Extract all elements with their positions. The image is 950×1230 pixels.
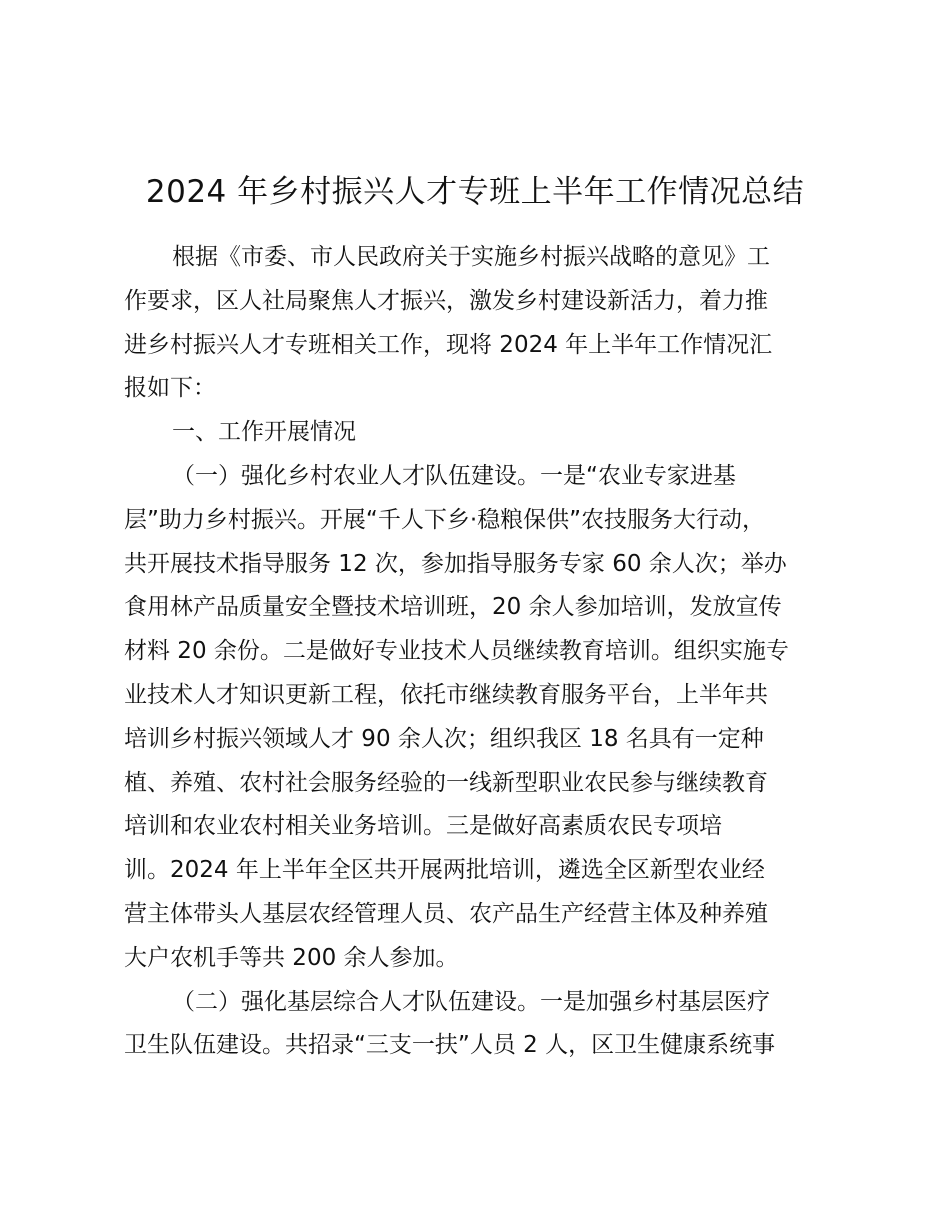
section-heading bbox=[124, 411, 844, 455]
text-line: 一、工作开展情况 bbox=[172, 419, 356, 446]
paragraph-intro bbox=[124, 236, 844, 411]
text-line: 卫生队伍建设。共招录“三支一扶”人员 2 人，区卫生健康系统事 bbox=[124, 1032, 776, 1059]
text-line: 报如下： bbox=[124, 375, 216, 402]
text-line: 共开展技术指导服务 12 次，参加指导服务专家 60 余人次；举办 bbox=[124, 550, 787, 577]
document-title: 2024 年乡村振兴人才专班上半年工作情况总结 bbox=[145, 174, 805, 210]
paragraph-subsection-1 bbox=[124, 455, 844, 981]
text-line: 培训和农业农村相关业务培训。三是做好高素质农民专项培 bbox=[124, 813, 722, 840]
text-line: 食用林产品质量安全暨技术培训班，20 余人参加培训，发放宣传 bbox=[124, 594, 782, 621]
text-line: 作要求，区人社局聚焦人才振兴，激发乡村建设新活力，着力推 bbox=[124, 287, 768, 314]
text-line: 植、养殖、农村社会服务经验的一线新型职业农民参与继续教育 bbox=[124, 769, 768, 796]
text-line: 进乡村振兴人才专班相关工作，现将 2024 年上半年工作情况汇 bbox=[124, 331, 773, 358]
text-line: 材料 20 余份。二是做好专业技术人员继续教育培训。组织实施专 bbox=[124, 638, 789, 665]
text-line: 层”助力乡村振兴。开展“千人下乡·稳粮保供”农技服务大行动， bbox=[124, 506, 766, 533]
text-line: 培训乡村振兴领域人才 90 余人次；组织我区 18 名具有一定种 bbox=[124, 725, 764, 752]
text-line: （二）强化基层综合人才队伍建设。一是加强乡村基层医疗 bbox=[172, 988, 770, 1015]
text-line: 根据《市委、市人民政府关于实施乡村振兴战略的意见》工 bbox=[172, 244, 770, 270]
text-line: 业技术人才知识更新工程，依托市继续教育服务平台，上半年共 bbox=[124, 681, 768, 708]
text-line: 训。2024 年上半年全区共开展两批培训，遴选全区新型农业经 bbox=[124, 857, 765, 884]
text-line: 营主体带头人基层农经管理人员、农产品生产经营主体及种养殖 bbox=[124, 900, 768, 927]
text-line: （一）强化乡村农业人才队伍建设。一是“农业专家进基 bbox=[172, 462, 736, 489]
text-line: 大户农机手等共 200 余人参加。 bbox=[124, 944, 459, 971]
document-body bbox=[124, 236, 844, 1068]
paragraph-subsection-2 bbox=[124, 981, 844, 1069]
